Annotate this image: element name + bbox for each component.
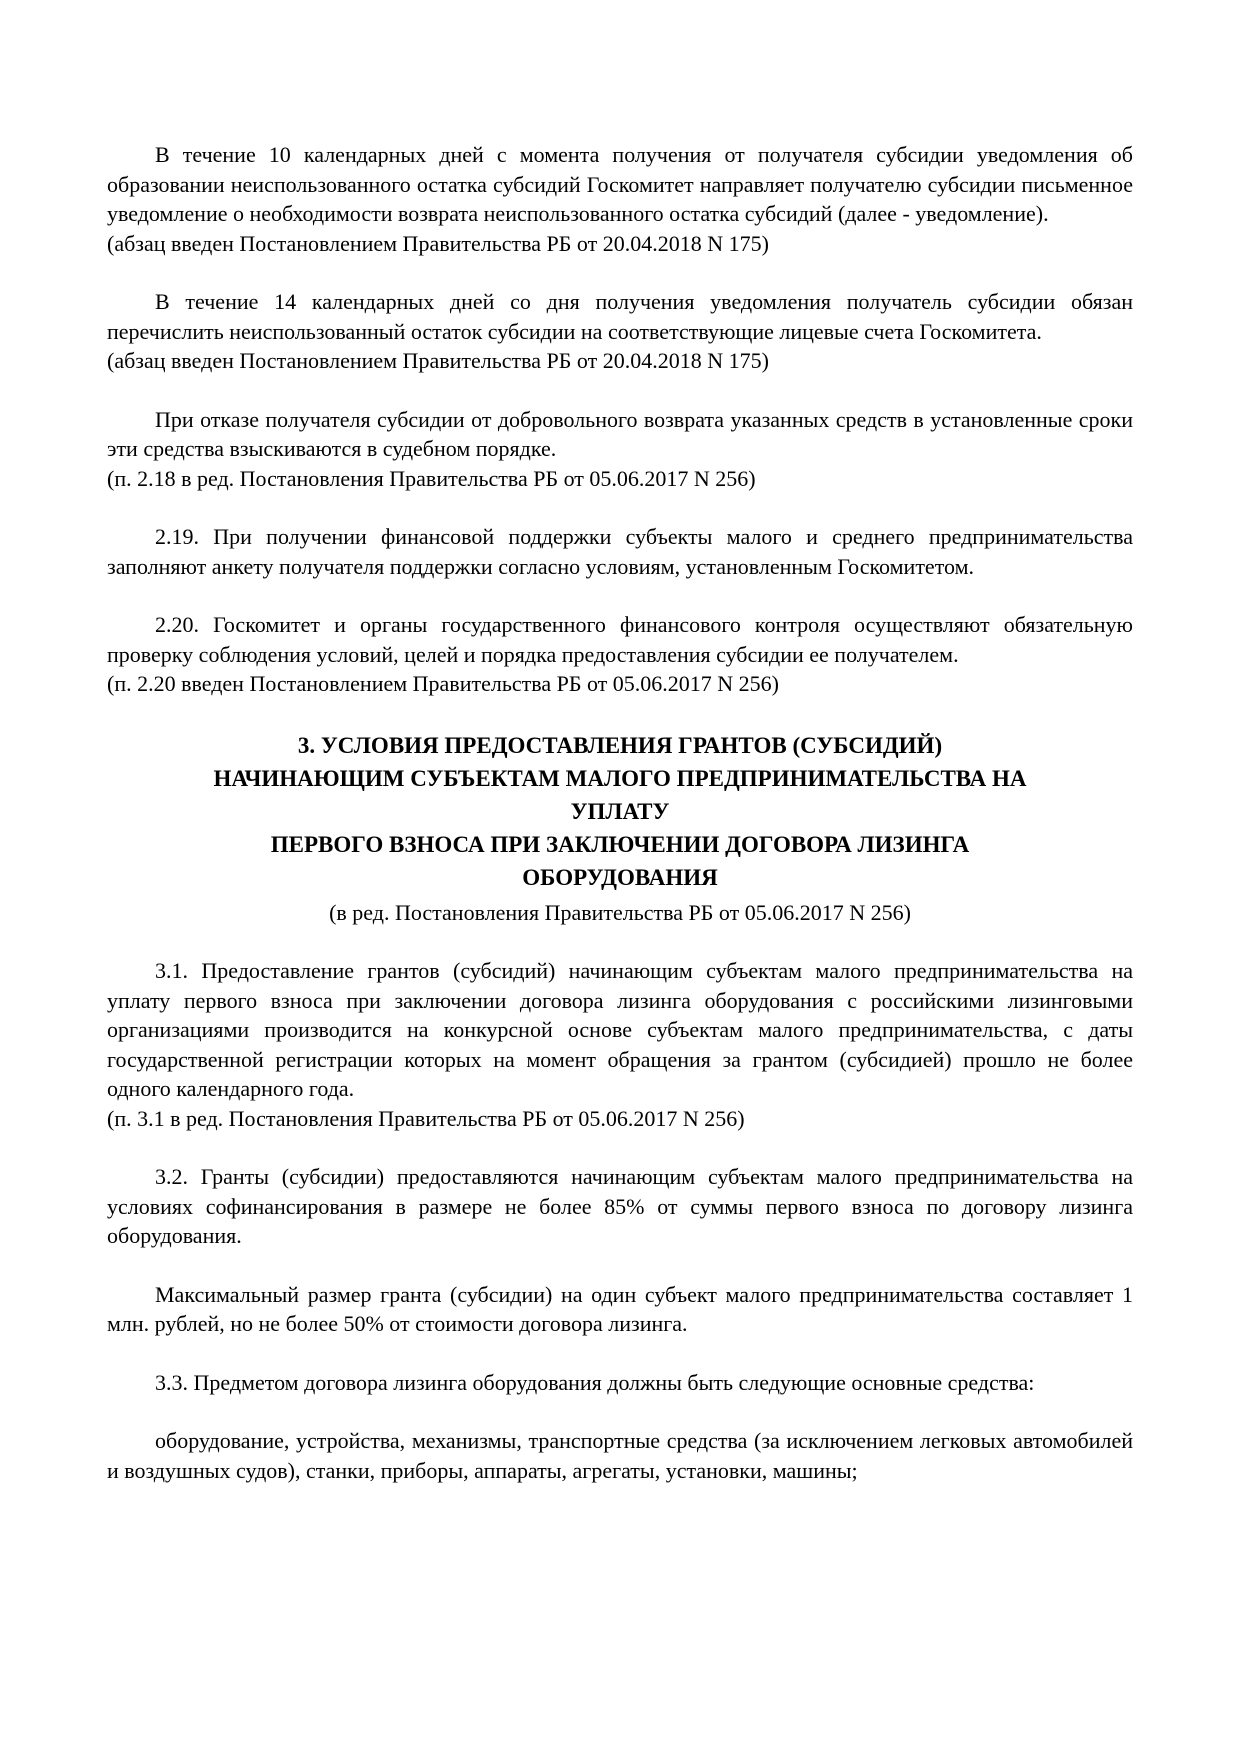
section-heading-line-3: УПЛАТУ [570,798,670,824]
section-heading [107,729,1133,894]
paragraph-2-19: 2.19. При получении финансовой поддержки субъекты малого и среднего предпринимательства заполняют анкету получателя поддержки согласно условиям, установленным Госкомитетом. [107,524,1133,579]
paragraph-equipment-list: оборудование, устройства, механизмы, транспортные средства (за исключением легковых автомобилей и воздушных судов), станки, приборы, аппараты, агрегаты, установки, машины; [107,1428,1133,1483]
paragraph-return-notice-10-days: В течение 10 календарных дней с момента получения от получателя субсидии уведомления об образовании неиспользованного остатка субсидий Госкомитет направляет получателю субсидии письменное уведомление о необходимости возврата неиспользованного остатка субсидий (далее - уведомление). [107,142,1133,226]
section-heading-line-1: 3. УСЛОВИЯ ПРЕДОСТАВЛЕНИЯ ГРАНТОВ (СУБСИДИЙ) [297,732,943,758]
amendment-note-256-p220: (п. 2.20 введен Постановлением Правительства РБ от 05.06.2017 N 256) [107,671,779,696]
amendment-note-256-p218: (п. 2.18 в ред. Постановления Правительства РБ от 05.06.2017 N 256) [107,465,756,491]
amendment-note-256-p31: (п. 3.1 в ред. Постановления Правительства РБ от 05.06.2017 N 256) [107,1105,745,1131]
paragraph-max-grant-size: Максимальный размер гранта (субсидии) на один субъект малого предпринимательства составляет 1 млн. рублей, но не более 50% от стоимости договора лизинга. [107,1281,1133,1336]
paragraph-return-14-days: В течение 14 календарных дней со дня получения уведомления получатель субсидии обязан перечислить неиспользованный остаток субсидии на соответствующие лицевые счета Госкомитета. [107,289,1133,344]
paragraph-3-1: 3.1. Предоставление грантов (субсидий) начинающим субъектам малого предпринимательства на уплату первого взноса при заключении договора лизинга оборудования с российскими лизинговыми организациями производится на конкурсной основе субъектам малого предпринимательства, с даты государственной регистрации которых на момент обращения за грантом (субсидией) прошло не более одного календарного года. [107,958,1133,1101]
section-heading-line-2: НАЧИНАЮЩИМ СУБЪЕКТАМ МАЛОГО ПРЕДПРИНИМАТЕЛЬСТВА НА [213,765,1027,791]
paragraph-3-3: 3.3. Предметом договора лизинга оборудования должны быть следующие основные средства: [155,1369,1035,1395]
paragraph-2-20: 2.20. Госкомитет и органы государственного финансового контроля осуществляют обязательную проверку соблюдения условий, целей и порядка предоставления субсидии ее получателем. [107,612,1133,667]
section-subheading: (в ред. Постановления Правительства РБ от 05.06.2017 N 256) [329,899,911,925]
section-heading-line-5: ОБОРУДОВАНИЯ [522,864,718,890]
amendment-note-175-2: (абзац введен Постановлением Правительства РБ от 20.04.2018 N 175) [107,348,769,373]
section-heading-line-4: ПЕРВОГО ВЗНОСА ПРИ ЗАКЛЮЧЕНИИ ДОГОВОРА ЛИЗИНГА [270,831,970,857]
paragraph-court-recovery: При отказе получателя субсидии от добровольного возврата указанных средств в установленные сроки эти средства взыскиваются в судебном порядке. [107,406,1133,461]
paragraph-3-2: 3.2. Гранты (субсидии) предоставляются начинающим субъектам малого предпринимательства на условиях софинансирования в размере не более 85% от суммы первого взноса по договору лизинга оборудования. [107,1164,1133,1248]
amendment-note-175-1: (абзац введен Постановлением Правительства РБ от 20.04.2018 N 175) [107,230,769,256]
